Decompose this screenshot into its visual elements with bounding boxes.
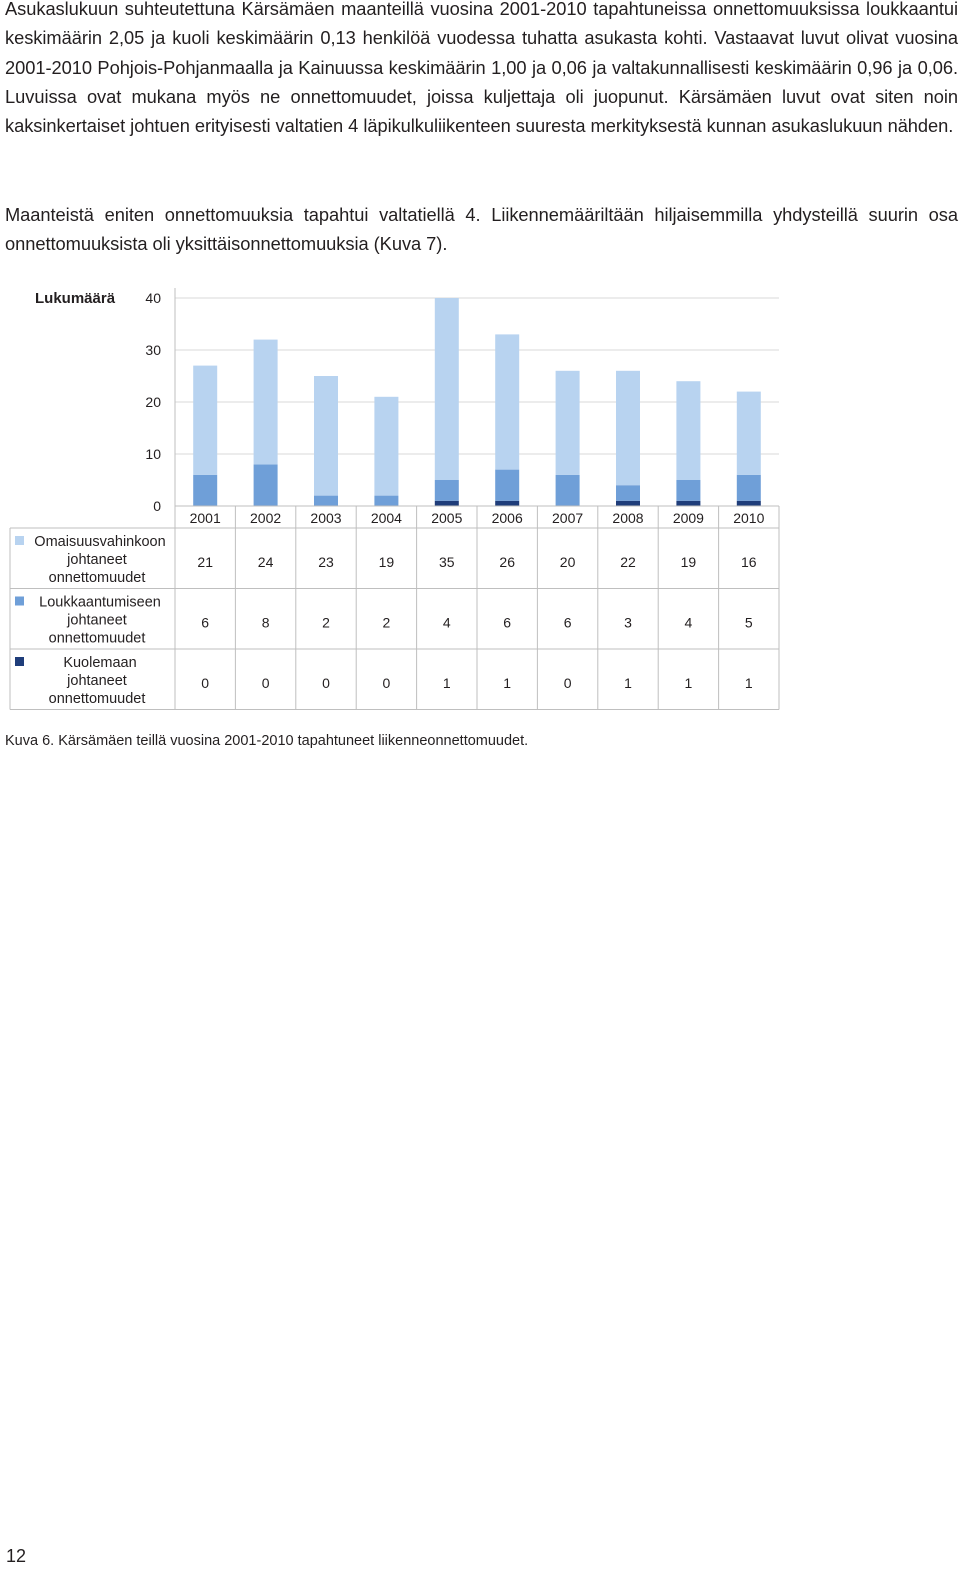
- table-cell-value: 35: [439, 554, 455, 570]
- table-cell-value: 8: [261, 614, 270, 631]
- table-cell-value: 24: [257, 554, 274, 570]
- y-tick-label: 20: [145, 394, 161, 410]
- legend-label: onnettomuudet: [48, 630, 146, 647]
- bar-segment: [495, 334, 519, 469]
- table-cell-value: 0: [261, 675, 270, 691]
- y-tick-label: 0: [153, 498, 161, 514]
- bar-segment: [616, 485, 640, 501]
- table-cell-value: 0: [382, 675, 391, 691]
- table-cell-value: 19: [378, 554, 395, 570]
- x-category-label: 2009: [672, 510, 704, 526]
- x-category-label: 2001: [189, 510, 221, 526]
- legend-label: onnettomuudet: [48, 691, 146, 707]
- y-axis-title: Lukumäärä: [35, 290, 116, 307]
- x-category-label: 2007: [552, 510, 584, 526]
- bar-segment: [435, 480, 459, 501]
- legend-label: Kuolemaan: [63, 655, 137, 671]
- table-cell-value: 1: [684, 675, 693, 691]
- legend-swatch: [15, 657, 24, 666]
- bar-segment: [676, 381, 700, 480]
- table-cell-value: 0: [201, 675, 210, 691]
- table-cell-value: 3: [624, 614, 632, 631]
- legend-label: Omaisuusvahinkoon: [34, 534, 166, 550]
- table-cell-value: 6: [563, 614, 572, 631]
- legend-label: Loukkaantumiseen: [39, 594, 161, 611]
- bar-segment: [495, 470, 519, 501]
- legend-swatch: [15, 536, 24, 545]
- y-tick-label: 10: [145, 446, 161, 462]
- bar-segment: [556, 371, 580, 475]
- bar-segment: [616, 371, 640, 485]
- bar-segment: [435, 501, 459, 506]
- bar-segment: [737, 501, 761, 506]
- bar-segment: [556, 475, 580, 506]
- table-cell-value: 20: [559, 554, 576, 570]
- table-cell-value: 1: [503, 675, 512, 691]
- table-cell-value: 22: [620, 554, 636, 570]
- legend-label: johtaneet: [67, 673, 127, 689]
- x-category-label: 2010: [733, 510, 765, 526]
- x-category-label: 2008: [612, 510, 644, 526]
- table-cell-value: 23: [318, 554, 334, 570]
- bar-segment: [435, 298, 459, 480]
- bar-segment: [254, 340, 278, 465]
- table-cell-value: 19: [680, 554, 697, 570]
- table-cell-value: 0: [322, 675, 330, 691]
- legend-label: johtaneet: [67, 612, 127, 629]
- bar-segment: [374, 397, 398, 496]
- table-cell-value: 5: [744, 614, 753, 631]
- table-cell-value: 1: [624, 675, 632, 691]
- bar-segment: [374, 496, 398, 506]
- table-cell-value: 2: [322, 614, 330, 631]
- bar-segment: [616, 501, 640, 506]
- table-cell-value: 2: [382, 614, 391, 631]
- figure-caption: Kuva 6. Kärsämäen teillä vuosina 2001-2010 tapahtuneet liikenneonnettomuudet.: [5, 733, 529, 749]
- legend-swatch: [15, 597, 24, 606]
- bar-segment: [495, 501, 519, 506]
- body-paragraph-1: Asukaslukuun suhteutettuna Kärsämäen maanteillä vuosina 2001-2010 tapahtuneissa onnettomuuksissa loukkaantui keskimäärin 2,05 ja kuoli keskimäärin 0,13 henkilöä vuodessa tuhatta asukasta kohti. Vastaavat luvut olivat vuosina 2001-2010 Pohjois-Pohjanmaalla ja Kainuussa keskimäärin 1,00 ja 0,06 ja valtakunnallisesti keskimäärin 0,96 ja 0,06. Luvuissa ovat mukana myös ne onnettomuudet, joissa kuljettaja oli juopunut. Kärsämäen luvut ovat siten noin kaksinkertaiset johtuen erityisesti valtatien 4 läpikulkuliikenteen suuresta merkityksestä kunnan asukaslukuun nähden.: [5, 0, 958, 137]
- bar-segment: [676, 501, 700, 506]
- x-category-label: 2006: [491, 510, 523, 526]
- x-category-label: 2005: [431, 510, 463, 526]
- body-paragraph-2: Maanteistä eniten onnettomuuksia tapahtui valtatiellä 4. Liikennemääriltään hiljaisemmilla yhdysteillä suurin osa onnettomuuksista oli yksittäisonnettomuuksia (Kuva 7).: [5, 204, 958, 255]
- table-cell-value: 26: [499, 554, 515, 570]
- bar-segment: [676, 480, 700, 501]
- table-cell-value: 1: [442, 675, 451, 691]
- bar-segment: [314, 376, 338, 496]
- bar-segment: [193, 366, 217, 475]
- bar-segment: [314, 496, 338, 506]
- bar-segment: [254, 464, 278, 506]
- table-cell-value: 4: [442, 614, 451, 631]
- y-tick-label: 30: [145, 342, 161, 358]
- page-number: 12: [6, 1546, 27, 1566]
- table-cell-value: 16: [741, 554, 757, 570]
- table-cell-value: 0: [563, 675, 572, 691]
- y-tick-label: 40: [145, 290, 161, 306]
- legend-label: onnettomuudet: [48, 570, 146, 586]
- legend-label: johtaneet: [67, 552, 127, 568]
- x-category-label: 2004: [370, 510, 402, 526]
- table-cell-value: 6: [201, 614, 210, 631]
- table-cell-value: 4: [684, 614, 693, 631]
- table-cell-value: 6: [503, 614, 512, 631]
- stacked-bar-chart: [0, 280, 800, 720]
- x-category-label: 2002: [250, 510, 282, 526]
- table-cell-value: 1: [744, 675, 753, 691]
- x-category-label: 2003: [310, 510, 342, 526]
- bar-segment: [737, 475, 761, 501]
- bar-segment: [193, 475, 217, 506]
- bar-segment: [737, 392, 761, 475]
- table-cell-value: 21: [197, 554, 213, 570]
